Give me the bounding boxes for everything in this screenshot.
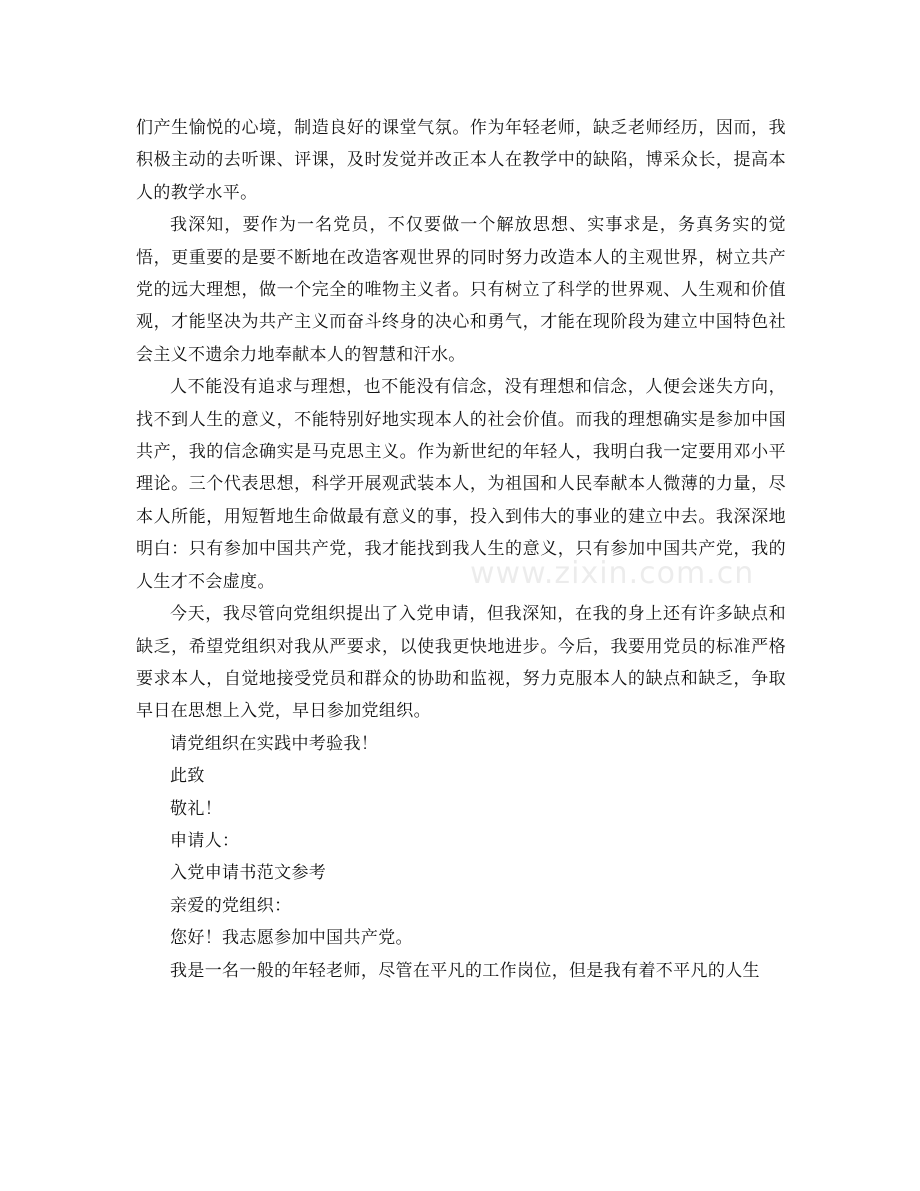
paragraph-party-member-awareness: 我深知，要作为一名党员，不仅要做一个解放思想、实事求是，务真务实的觉悟，更重要的是要不断地在改造客观世界的同时努力改造本人的主观世界，树立共产党的远大理想，做一个完全的唯物主义者。只有树立了科学的世界观、人生观和价值观，才能坚决为共产主义而奋斗终身的决心和勇气，才能在现阶段为建立中国特色社会主义不遗余力地奉献本人的智慧和汗水。 xyxy=(136,215,786,365)
paragraph-continued: 们产生愉悦的心境，制造良好的课堂气氛。作为年轻老师，缺乏老师经历，因而，我积极主动的去听课、评课，及时发觉并改正本人在教学中的缺陷，博采众长，提高本人的教学水平。 xyxy=(136,118,786,203)
watermark: www.zixin.com.cn xyxy=(470,556,755,591)
applicant-label: 申请人： xyxy=(170,830,240,851)
letter-greeting: 亲爱的党组织： xyxy=(170,895,292,916)
letter-opening: 您好！我志愿参加中国共产党。 xyxy=(170,928,413,949)
paragraph-ideals-and-beliefs: 人不能没有追求与理想，也不能没有信念，没有理想和信念，人便会迷失方向，找不到人生的意义，不能特别好地实现本人的社会价值。而我的理想确实是参加中国共产，我的信念确实是马克思主义。作为新世纪的年轻人，我明白我一定要用邓小平理论。三个代表思想，科学开展观武装本人，为祖国和人民奉献本人微薄的力量，尽本人所能，用短暂地生命做最有意义的事，投入到伟大的事业的建立中去。我深深地明白：只有参加中国共产党，我才能找到我人生的意义，只有参加中国共产党，我的人生才不会虚度。 xyxy=(136,377,786,592)
letter-first-sentence: 我是一名一般的年轻老师，尽管在平凡的工作岗位，但是我有着不平凡的人生 xyxy=(170,960,760,981)
document-body xyxy=(136,112,786,987)
paragraph-application-commitment: 今天，我尽管向党组织提出了入党申请，但我深知，在我的身上还有许多缺点和缺乏，希望党组织对我从严要求，以使我更快地进步。今后，我要用党员的标准严格要求本人，自觉地接受党员和群众的协助和监视，努力克服本人的缺点和缺乏，争取早日在思想上入党，早日参加党组织。 xyxy=(136,604,786,722)
salutation-jingli: 敬礼！ xyxy=(170,798,223,819)
sample-section-title: 入党申请书范文参考 xyxy=(170,863,327,884)
salutation-cizhi: 此致 xyxy=(170,766,205,787)
closing-request-line: 请党组织在实践中考验我！ xyxy=(170,733,379,754)
